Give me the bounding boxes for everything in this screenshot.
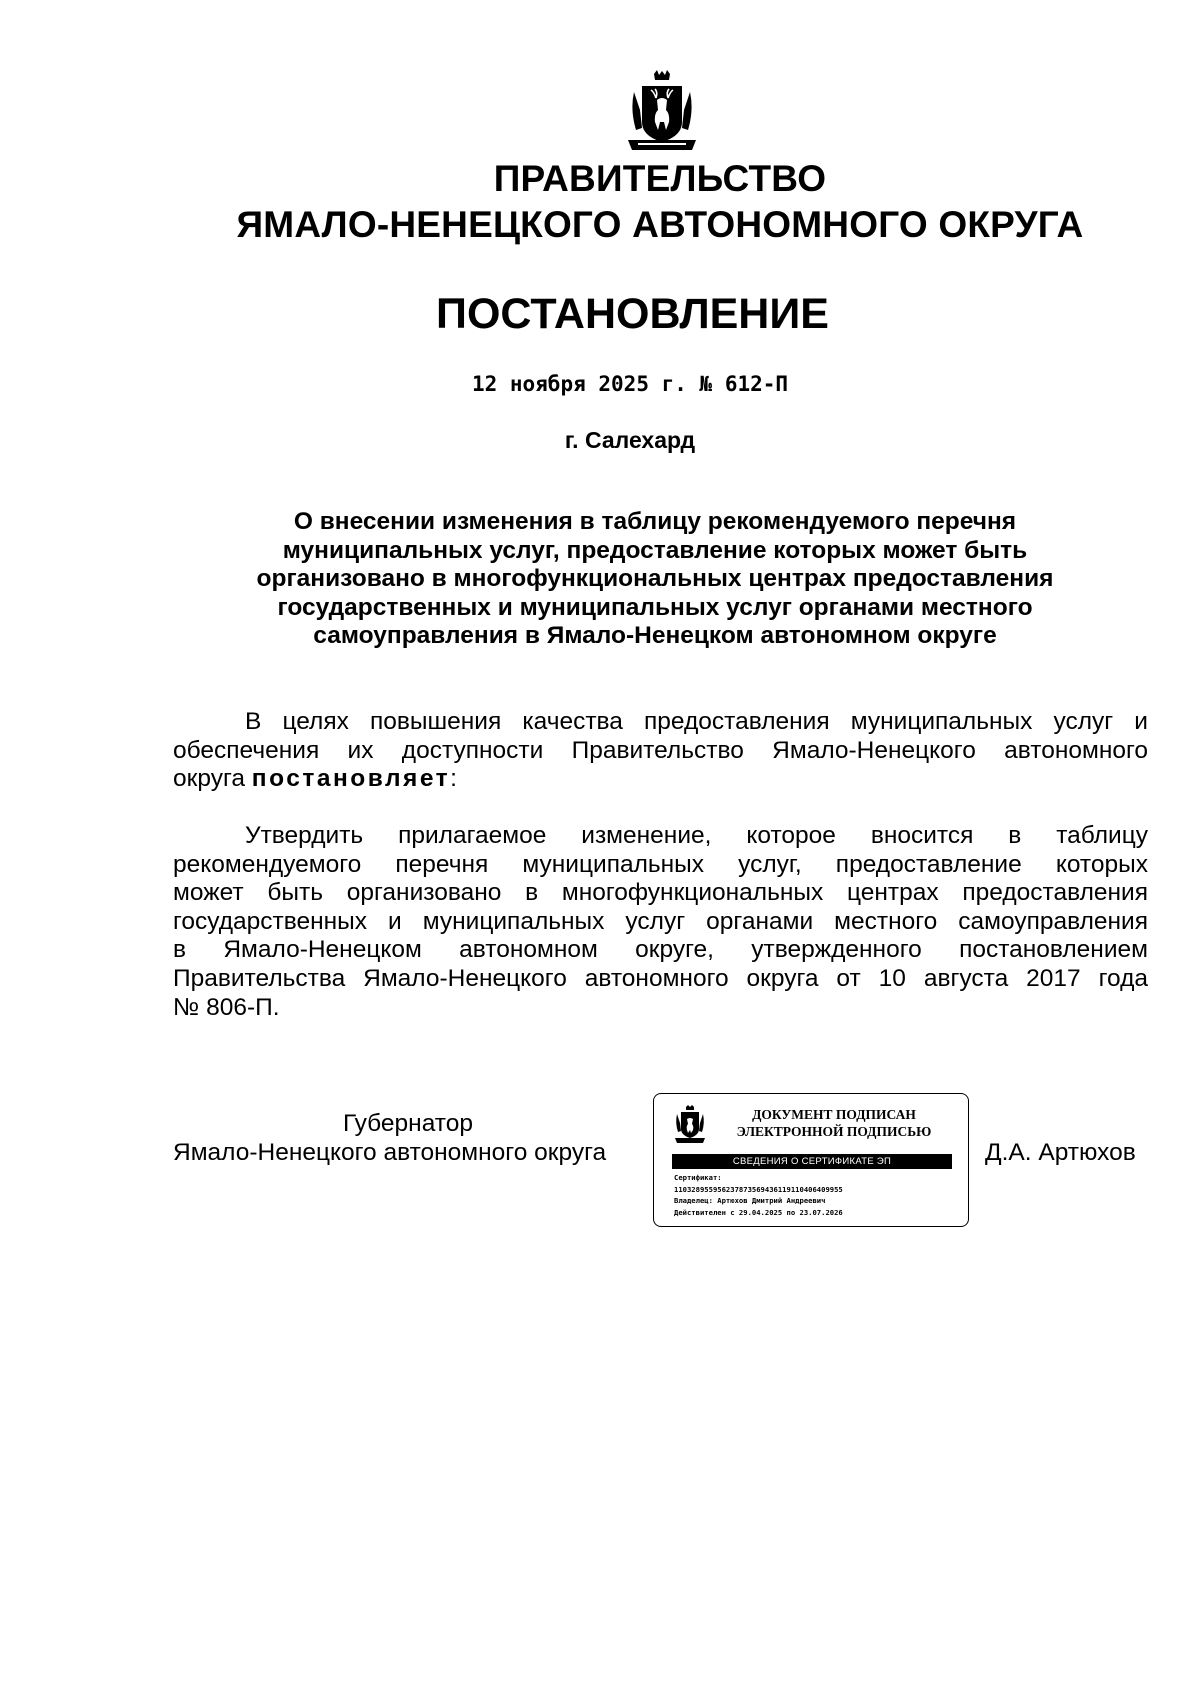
stamp-heading-line: ДОКУМЕНТ ПОДПИСАН bbox=[752, 1107, 916, 1122]
electronic-signature-stamp bbox=[653, 1093, 969, 1227]
coat-of-arms-icon bbox=[624, 70, 700, 156]
stamp-heading bbox=[714, 1106, 954, 1140]
signatory-position bbox=[173, 1110, 643, 1167]
document-type: ПОСТАНОВЛЕНИЕ bbox=[436, 290, 829, 338]
document-date-number: 12 ноября 2025 г. № 612-П bbox=[471, 372, 789, 396]
signatory-name: Д.А. Артюхов bbox=[985, 1139, 1136, 1166]
title-line: О внесении изменения в таблицу рекомендуемого перечня bbox=[293, 508, 1017, 535]
title-line: государственных и муниципальных услуг органами местного bbox=[277, 593, 1033, 621]
signatory-title: Губернатор bbox=[343, 1110, 473, 1137]
certificate-label: Сертификат: bbox=[674, 1173, 722, 1182]
paragraph-line: может быть организовано в многофункциональных центрах предоставления bbox=[173, 879, 1148, 907]
resolution-keyword: постановляет bbox=[251, 765, 451, 793]
document-city: г. Салехард bbox=[564, 427, 696, 453]
paragraph-line: В целях повышения качества предоставления муниципальных услуг и bbox=[245, 708, 1148, 735]
body-paragraph-1 bbox=[173, 708, 1148, 794]
title-line: организовано в многофункциональных центрах предоставления bbox=[256, 565, 1054, 592]
body-paragraph-2 bbox=[173, 822, 1148, 1022]
paragraph-text: : bbox=[450, 765, 457, 793]
paragraph-line: № 806-П. bbox=[173, 993, 280, 1021]
certificate-details bbox=[674, 1172, 964, 1218]
paragraph-line: в Ямало-Ненецком автономном округе, утвержденного постановлением bbox=[173, 936, 1148, 964]
paragraph-text: округа bbox=[173, 765, 252, 793]
title-line: муниципальных услуг, предоставление которых может быть bbox=[282, 536, 1028, 564]
paragraph-line: обеспечения их доступности Правительство Ямало-Ненецкого автономного bbox=[173, 736, 1148, 764]
organization-name-line2: ЯМАЛО-НЕНЕЦКОГО АВТОНОМНОГО ОКРУГА bbox=[236, 204, 1084, 245]
title-line: самоуправления в Ямало-Ненецком автономном округе bbox=[313, 622, 997, 649]
certificate-validity: Действителен с 29.04.2025 по 23.07.2026 bbox=[674, 1207, 843, 1217]
certificate-info-bar: СВЕДЕНИЯ О СЕРТИФИКАТЕ ЭП bbox=[672, 1154, 952, 1169]
paragraph-line: государственных и муниципальных услуг органами местного самоуправления bbox=[173, 907, 1148, 935]
signatory-organization: Ямало-Ненецкого автономного округа bbox=[173, 1138, 607, 1166]
document-title bbox=[210, 508, 1100, 651]
coat-of-arms-icon bbox=[674, 1105, 706, 1145]
paragraph-line: Утвердить прилагаемое изменение, которое вносится в таблицу bbox=[245, 822, 1148, 849]
paragraph-line: Правительства Ямало-Ненецкого автономного округа от 10 августа 2017 года bbox=[173, 964, 1148, 992]
organization-name-line1: ПРАВИТЕЛЬСТВО bbox=[493, 158, 827, 199]
certificate-owner: Владелец: Артюхов Дмитрий Андреевич bbox=[674, 1196, 826, 1205]
paragraph-line bbox=[173, 765, 1148, 794]
stamp-heading-line: ЭЛЕКТРОННОЙ ПОДПИСЬЮ bbox=[736, 1124, 932, 1139]
certificate-number: 110328955956237873569436119110406409955 bbox=[674, 1184, 843, 1194]
paragraph-line: рекомендуемого перечня муниципальных услуг, предоставление которых bbox=[173, 850, 1148, 878]
